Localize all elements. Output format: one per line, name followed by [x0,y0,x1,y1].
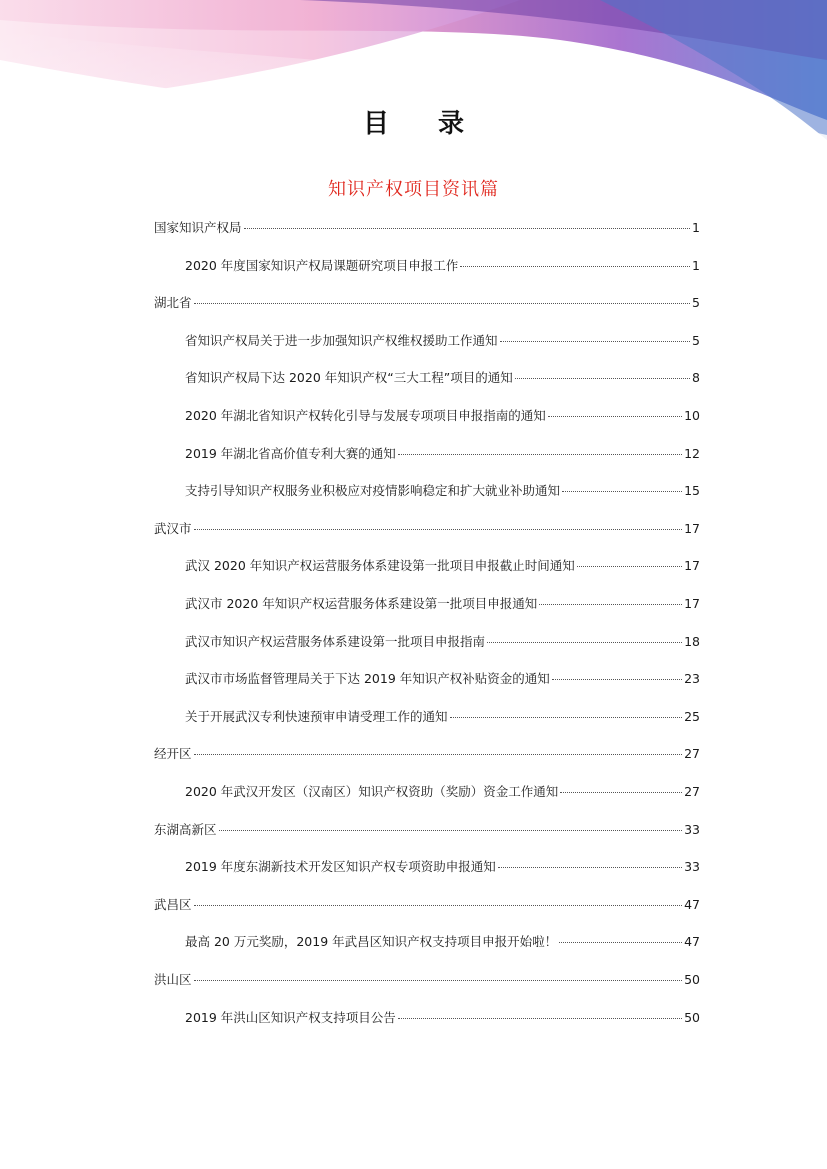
dot-leader [539,603,682,605]
toc-item-entry[interactable] [185,258,700,276]
toc-item-entry[interactable] [185,671,700,689]
dot-leader [515,377,690,379]
dot-leader [194,302,691,304]
toc-item-entry[interactable] [185,934,700,952]
toc-entry-page-number: 1 [692,257,700,273]
dot-leader [487,641,682,643]
toc-entry-page-number: 17 [684,520,700,536]
dot-leader [552,678,682,680]
toc-entry-label: 洪山区 [154,972,192,987]
toc-section-entry[interactable] [154,822,700,840]
toc-entry-label: 武昌区 [154,896,192,912]
dot-leader [244,227,691,229]
dot-leader [559,941,682,943]
toc-entry-page-number: 25 [684,708,700,724]
toc-item-entry[interactable] [185,446,700,464]
toc-entry-page-number: 5 [692,332,700,348]
toc-entry-label: 武汉市 [154,520,192,536]
dot-leader [194,528,683,530]
toc-section-entry[interactable] [154,220,700,238]
dot-leader [577,565,682,567]
toc-entry-label: 武汉市 2020 年知识产权运营服务体系建设第一批项目申报通知 [185,596,538,611]
toc-entry-page-number: 47 [684,896,700,912]
toc-entry-label: 关于开展武汉专利快速预审申请受理工作的通知 [185,708,448,724]
toc-entry-page-number: 10 [684,408,700,423]
dot-leader [398,1017,682,1019]
toc-entry-label: 省知识产权局下达 2020 年知识产权“三大工程”项目的通知 [185,370,513,386]
toc-entry-page-number: 23 [684,671,700,687]
section-subtitle: 知识产权项目资讯篇 [328,179,499,200]
toc-item-entry[interactable] [185,859,700,877]
toc-entry-page-number: 12 [684,445,700,461]
toc-entry-label: 2020 年湖北省知识产权转化引导与发展专项项目申报指南的通知 [185,408,546,423]
toc-entry-label: 2020 年武汉开发区（汉南区）知识产权资助（奖励）资金工作通知 [185,784,559,799]
dot-leader [219,829,683,831]
toc-entry-page-number: 47 [684,934,700,950]
toc-item-entry[interactable] [185,558,700,576]
toc-item-entry[interactable] [185,784,700,802]
toc-item-entry[interactable] [185,333,700,351]
dot-leader [194,979,683,981]
dot-leader [500,340,691,342]
toc-section-entry[interactable] [154,295,700,313]
toc-entry-label: 省知识产权局关于进一步加强知识产权维权援助工作通知 [185,332,498,348]
toc-entry-page-number: 27 [684,784,700,799]
toc-entry-label: 2019 年度东湖新技术开发区知识产权专项资助申报通知 [185,859,496,875]
dot-leader [450,716,683,718]
toc-entry-page-number: 50 [684,972,700,987]
toc-entry-page-number: 5 [692,295,700,311]
toc-item-entry[interactable] [185,370,700,388]
toc-entry-label: 武汉 2020 年知识产权运营服务体系建设第一批项目申报截止时间通知 [185,558,575,574]
toc-item-entry[interactable] [185,634,700,652]
dot-leader [560,791,682,793]
toc-entry-label: 武汉市知识产权运营服务体系建设第一批项目申报指南 [185,633,486,649]
toc-section-entry[interactable] [154,897,700,915]
toc-entry-page-number: 17 [684,558,700,574]
dot-leader [548,415,682,417]
toc-entry-page-number: 17 [684,596,700,611]
toc-entry-page-number: 8 [692,370,700,386]
toc-entry-label: 2019 年湖北省高价值专利大赛的通知 [185,445,396,461]
dot-leader [398,453,682,455]
toc-item-entry[interactable] [185,1010,700,1028]
page-title: 目 录 [362,109,485,139]
toc-entry-page-number: 15 [684,483,700,499]
dot-leader [498,866,682,868]
toc-item-entry[interactable] [185,483,700,501]
toc-entry-page-number: 33 [684,821,700,837]
toc-entry-label: 东湖高新区 [154,821,217,837]
toc-entry-page-number: 1 [692,220,700,235]
toc-entry-label: 2020 年度国家知识产权局课题研究项目申报工作 [185,257,459,273]
dot-leader [460,265,690,267]
toc-entry-label: 支持引导知识产权服务业积极应对疫情影响稳定和扩大就业补助通知 [185,483,561,499]
toc-item-entry[interactable] [185,709,700,727]
toc-entry-label: 经开区 [154,746,192,762]
toc-section-entry[interactable] [154,746,700,764]
toc-entry-label: 最高 20 万元奖励，2019 年武昌区知识产权支持项目申报开始啦！ [185,934,558,950]
toc-item-entry[interactable] [185,596,700,614]
toc-entry-label: 2019 年洪山区知识产权支持项目公告 [185,1009,396,1025]
toc-entry-page-number: 50 [684,1009,700,1025]
toc-entry-label: 国家知识产权局 [154,220,242,235]
toc-section-entry[interactable] [154,972,700,990]
toc-entry-label: 湖北省 [154,295,192,311]
toc-entry-label: 武汉市市场监督管理局关于下达 2019 年知识产权补贴资金的通知 [185,671,550,687]
dot-leader [562,490,682,492]
toc-entry-page-number: 18 [684,633,700,649]
dot-leader [194,904,683,906]
toc-section-entry[interactable] [154,521,700,539]
toc-item-entry[interactable] [185,408,700,426]
toc-entry-page-number: 27 [684,746,700,762]
dot-leader [194,753,683,755]
toc-entry-page-number: 33 [684,859,700,875]
